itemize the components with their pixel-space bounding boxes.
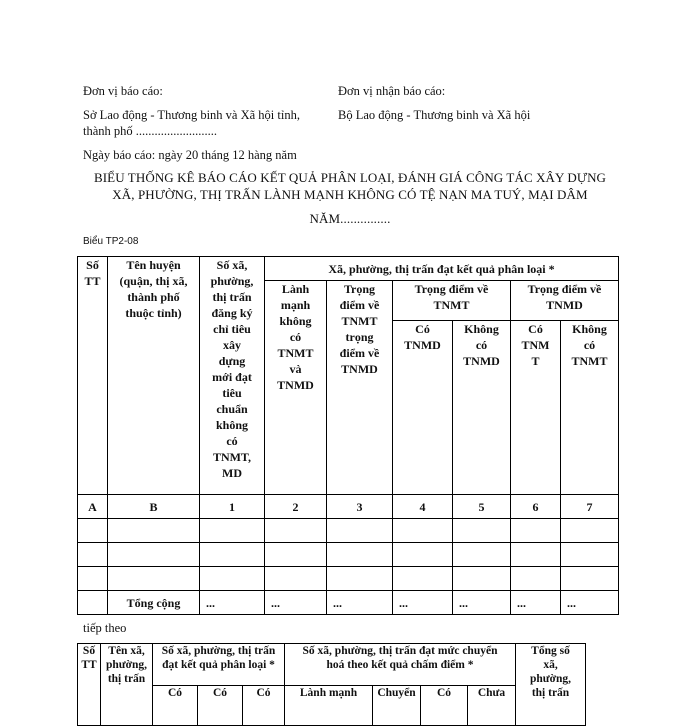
sub-header: Chuyển — [373, 686, 421, 726]
total-value: ... — [561, 591, 619, 615]
header-district-name: Tên huyện (quận, thị xã, thành phố thuộc tỉnh) — [108, 257, 200, 495]
header-transformation-group: Số xã, phường, thị trấn đạt mức chuyển hoá theo kết quả chấm điểm * — [285, 644, 516, 686]
header-classification-group: Xã, phường, thị trấn đạt kết quả phân loại * — [265, 257, 619, 281]
col-code: A — [78, 495, 108, 519]
col-code: 4 — [393, 495, 453, 519]
table-row — [78, 567, 619, 591]
sub-header: Có — [243, 686, 285, 726]
header-stt: Số TT — [78, 644, 101, 726]
header-healthy: Lành mạnh không có TNMT và TNMD — [265, 281, 327, 495]
col-code: B — [108, 495, 200, 519]
table-row — [78, 543, 619, 567]
header-no-tnmd: Không có TNMD — [453, 321, 511, 495]
header-commune-name: Tên xã, phường, thị trấn — [101, 644, 153, 726]
header-total-communes: Tổng số xã, phường, thị trấn — [516, 644, 586, 726]
sub-header: Có — [153, 686, 198, 726]
header-key-both: Trọng điểm về TNMT trọng điểm về TNMD — [327, 281, 393, 495]
header-registered-count: Số xã, phường, thị trấn đăng ký chỉ tiêu xây dựng mới đạt tiêu chuẩn không có TNMT, MD — [200, 257, 265, 495]
report-title-line1: BIỂU THỐNG KÊ BÁO CÁO KẾT QUẢ PHÂN LOẠI, ĐÁNH GIÁ CÔNG TÁC XÂY DỰNG — [93, 170, 607, 185]
sender-name-line2: thành phố .......................... — [83, 124, 218, 138]
header-key-tnmt: Trọng điểm về TNMT — [393, 281, 511, 321]
continuation-table — [77, 643, 586, 726]
col-code: 7 — [561, 495, 619, 519]
total-label: Tổng cộng — [108, 591, 200, 615]
total-value: ... — [511, 591, 561, 615]
receiver-label: Đơn vị nhận báo cáo: — [338, 84, 446, 98]
header-yes-tnmd: Có TNMD — [393, 321, 453, 495]
total-value: ... — [327, 591, 393, 615]
header-no-tnmt: Không có TNMT — [561, 321, 619, 495]
total-value: ... — [200, 591, 265, 615]
sender-label: Đơn vị báo cáo: — [83, 84, 163, 98]
total-value: ... — [453, 591, 511, 615]
table-row — [78, 519, 619, 543]
continued-label: tiếp theo — [83, 621, 127, 635]
report-year: NĂM............... — [309, 211, 391, 226]
col-code: 5 — [453, 495, 511, 519]
header-stt: Số TT — [78, 257, 108, 495]
sub-header: Chưa — [468, 686, 516, 726]
form-code: Biểu TP2-08 — [83, 236, 139, 247]
report-date: Ngày báo cáo: ngày 20 tháng 12 hàng năm — [83, 148, 297, 162]
total-row — [78, 591, 619, 615]
total-value: ... — [393, 591, 453, 615]
sub-header: Có — [421, 686, 468, 726]
report-title-line2: XÃ, PHƯỜNG, THỊ TRẤN LÀNH MẠNH KHÔNG CÓ TỆ NẠN MA TUÝ, MẠI DÂM — [112, 187, 588, 202]
header-key-tnmd: Trọng điểm về TNMD — [511, 281, 619, 321]
sender-name-line1: Sở Lao động - Thương binh và Xã hội tỉnh, — [83, 108, 300, 122]
column-code-row — [78, 495, 619, 519]
col-code: 1 — [200, 495, 265, 519]
header-yes-tnmt: Có TNM T — [511, 321, 561, 495]
col-code: 3 — [327, 495, 393, 519]
col-code: 6 — [511, 495, 561, 519]
sub-header: Lành mạnh — [285, 686, 373, 726]
total-value: ... — [265, 591, 327, 615]
classification-table — [77, 256, 619, 615]
header-classification-group: Số xã, phường, thị trấn đạt kết quả phân loại * — [153, 644, 285, 686]
receiver-name: Bộ Lao động - Thương binh và Xã hội — [338, 108, 531, 122]
sub-header: Có — [198, 686, 243, 726]
col-code: 2 — [265, 495, 327, 519]
